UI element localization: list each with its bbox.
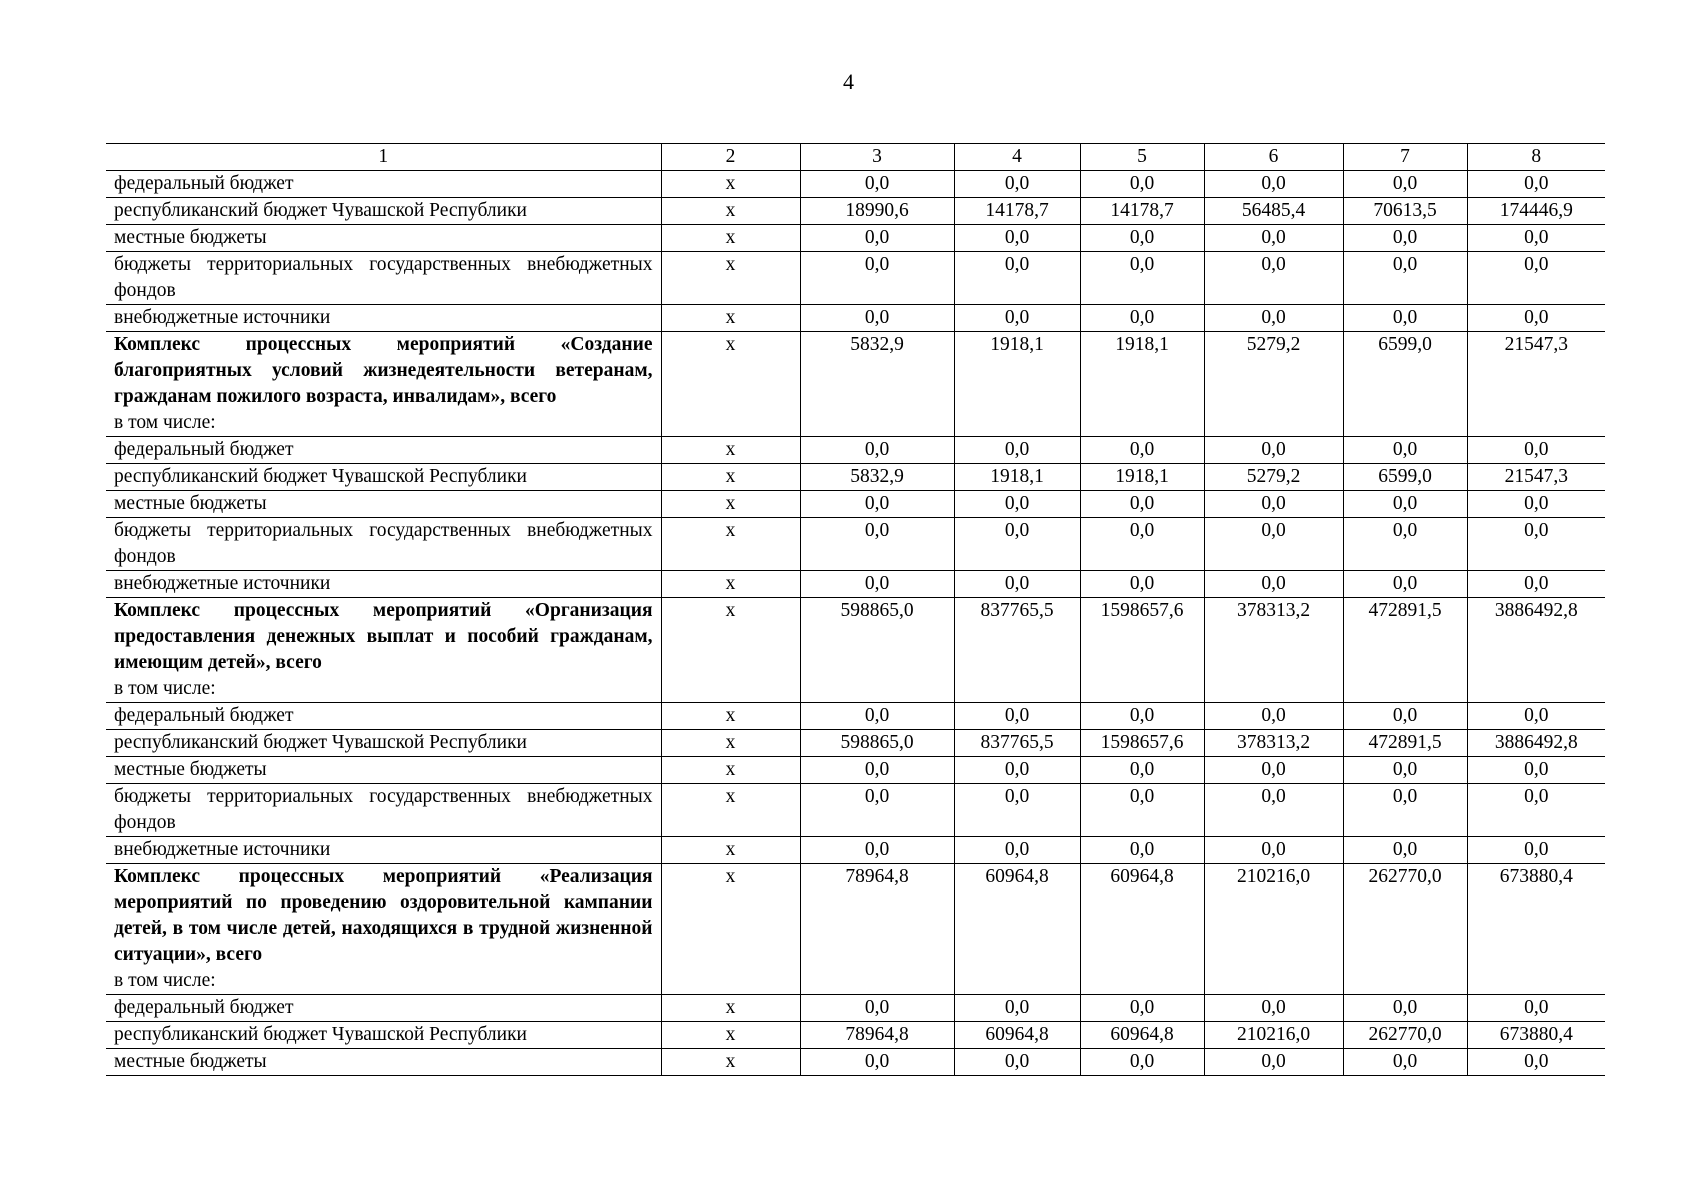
value-cell: 472891,5 xyxy=(1343,730,1467,757)
value-cell: 378313,2 xyxy=(1204,598,1343,703)
table-row xyxy=(106,518,1605,571)
table-body xyxy=(106,144,1605,1076)
col2-cell: х xyxy=(661,491,800,518)
value-cell: 0,0 xyxy=(1467,225,1605,252)
value-cell: 0,0 xyxy=(1467,305,1605,332)
row-label: республиканский бюджет Чувашской Республики xyxy=(114,200,527,221)
table-row xyxy=(106,252,1605,305)
row-label: внебюджетные источники xyxy=(114,573,331,594)
row-label: бюджеты территориальных государственных внебюджетных фондов xyxy=(114,520,653,567)
table-row xyxy=(106,225,1605,252)
value-cell: 0,0 xyxy=(1467,995,1605,1022)
value-cell: 0,0 xyxy=(800,837,954,864)
row-label: местные бюджеты xyxy=(114,493,267,514)
value-cell: 0,0 xyxy=(1343,437,1467,464)
col2-cell: х xyxy=(661,198,800,225)
value-cell: 0,0 xyxy=(1204,784,1343,837)
header-cell: 5 xyxy=(1080,144,1204,171)
value-cell: 0,0 xyxy=(1080,837,1204,864)
value-cell: 0,0 xyxy=(1204,491,1343,518)
value-cell: 1918,1 xyxy=(954,332,1080,437)
value-cell: 0,0 xyxy=(954,995,1080,1022)
row-label-cell xyxy=(106,252,661,305)
value-cell: 60964,8 xyxy=(1080,1022,1204,1049)
row-label: внебюджетные источники xyxy=(114,839,331,860)
header-cell: 8 xyxy=(1467,144,1605,171)
value-cell: 0,0 xyxy=(954,491,1080,518)
value-cell: 262770,0 xyxy=(1343,864,1467,995)
table-row xyxy=(106,784,1605,837)
value-cell: 18990,6 xyxy=(800,198,954,225)
value-cell: 174446,9 xyxy=(1467,198,1605,225)
row-label: бюджеты территориальных государственных внебюджетных фондов xyxy=(114,786,653,833)
value-cell: 0,0 xyxy=(1204,305,1343,332)
value-cell: 0,0 xyxy=(1343,995,1467,1022)
value-cell: 0,0 xyxy=(1204,995,1343,1022)
row-label: федеральный бюджет xyxy=(114,997,294,1018)
col2-cell: х xyxy=(661,225,800,252)
value-cell: 0,0 xyxy=(1204,252,1343,305)
value-cell: 0,0 xyxy=(1343,837,1467,864)
value-cell: 5832,9 xyxy=(800,332,954,437)
value-cell: 60964,8 xyxy=(954,1022,1080,1049)
row-label-cell xyxy=(106,730,661,757)
row-label-cell xyxy=(106,171,661,198)
col2-cell: х xyxy=(661,518,800,571)
value-cell: 210216,0 xyxy=(1204,1022,1343,1049)
col2-cell: х xyxy=(661,332,800,437)
col2-cell: х xyxy=(661,784,800,837)
value-cell: 0,0 xyxy=(800,252,954,305)
header-cell: 3 xyxy=(800,144,954,171)
value-cell: 70613,5 xyxy=(1343,198,1467,225)
table-row xyxy=(106,864,1605,995)
value-cell: 0,0 xyxy=(1467,437,1605,464)
col2-cell: х xyxy=(661,995,800,1022)
value-cell: 21547,3 xyxy=(1467,332,1605,437)
value-cell: 0,0 xyxy=(1467,491,1605,518)
value-cell: 6599,0 xyxy=(1343,464,1467,491)
row-label: местные бюджеты xyxy=(114,759,267,780)
row-label: республиканский бюджет Чувашской Республики xyxy=(114,466,527,487)
value-cell: 0,0 xyxy=(1467,757,1605,784)
col2-cell: х xyxy=(661,837,800,864)
row-label-cell xyxy=(106,225,661,252)
value-cell: 378313,2 xyxy=(1204,730,1343,757)
value-cell: 0,0 xyxy=(1343,1049,1467,1076)
value-cell: 0,0 xyxy=(800,784,954,837)
row-sublabel: в том числе: xyxy=(114,970,216,991)
value-cell: 0,0 xyxy=(954,784,1080,837)
value-cell: 0,0 xyxy=(1467,518,1605,571)
value-cell: 0,0 xyxy=(1080,225,1204,252)
col2-cell: х xyxy=(661,1022,800,1049)
value-cell: 0,0 xyxy=(1080,305,1204,332)
value-cell: 3886492,8 xyxy=(1467,598,1605,703)
value-cell: 0,0 xyxy=(1080,437,1204,464)
header-cell: 6 xyxy=(1204,144,1343,171)
col2-cell: х xyxy=(661,757,800,784)
value-cell: 56485,4 xyxy=(1204,198,1343,225)
table-row xyxy=(106,837,1605,864)
col2-cell: х xyxy=(661,171,800,198)
table-row xyxy=(106,332,1605,437)
header-cell: 2 xyxy=(661,144,800,171)
value-cell: 0,0 xyxy=(1467,252,1605,305)
value-cell: 0,0 xyxy=(800,305,954,332)
value-cell: 1598657,6 xyxy=(1080,598,1204,703)
table-row xyxy=(106,571,1605,598)
value-cell: 5832,9 xyxy=(800,464,954,491)
value-cell: 0,0 xyxy=(1343,571,1467,598)
value-cell: 0,0 xyxy=(1343,491,1467,518)
row-label-cell xyxy=(106,784,661,837)
row-label-cell xyxy=(106,571,661,598)
value-cell: 5279,2 xyxy=(1204,464,1343,491)
row-label-cell xyxy=(106,491,661,518)
value-cell: 0,0 xyxy=(1343,784,1467,837)
value-cell: 0,0 xyxy=(1467,171,1605,198)
row-sublabel: в том числе: xyxy=(114,412,216,433)
value-cell: 0,0 xyxy=(1343,171,1467,198)
table-row xyxy=(106,464,1605,491)
value-cell: 60964,8 xyxy=(954,864,1080,995)
value-cell: 1918,1 xyxy=(1080,332,1204,437)
value-cell: 78964,8 xyxy=(800,864,954,995)
col2-cell: х xyxy=(661,703,800,730)
value-cell: 0,0 xyxy=(1343,305,1467,332)
value-cell: 5279,2 xyxy=(1204,332,1343,437)
row-label-cell xyxy=(106,598,661,703)
value-cell: 0,0 xyxy=(800,1049,954,1076)
col2-cell: х xyxy=(661,464,800,491)
value-cell: 21547,3 xyxy=(1467,464,1605,491)
row-label: Комплекс процессных мероприятий «Реализация мероприятий по проведению оздоровительной кампании детей, в том числе детей, находящихся в трудной жизненной ситуации», всего xyxy=(114,866,653,965)
table-row xyxy=(106,730,1605,757)
value-cell: 0,0 xyxy=(954,225,1080,252)
value-cell: 0,0 xyxy=(800,703,954,730)
header-cell: 1 xyxy=(106,144,661,171)
value-cell: 210216,0 xyxy=(1204,864,1343,995)
row-label-cell xyxy=(106,305,661,332)
value-cell: 0,0 xyxy=(1204,437,1343,464)
value-cell: 0,0 xyxy=(1204,703,1343,730)
value-cell: 6599,0 xyxy=(1343,332,1467,437)
table-row xyxy=(106,305,1605,332)
value-cell: 262770,0 xyxy=(1343,1022,1467,1049)
value-cell: 598865,0 xyxy=(800,730,954,757)
table-row xyxy=(106,703,1605,730)
value-cell: 0,0 xyxy=(1204,837,1343,864)
row-label: Комплекс процессных мероприятий «Организация предоставления денежных выплат и пособий гражданам, имеющим детей», всего xyxy=(114,600,653,673)
row-label-cell xyxy=(106,837,661,864)
value-cell: 14178,7 xyxy=(954,198,1080,225)
value-cell: 14178,7 xyxy=(1080,198,1204,225)
value-cell: 0,0 xyxy=(1204,171,1343,198)
value-cell: 472891,5 xyxy=(1343,598,1467,703)
value-cell: 0,0 xyxy=(800,225,954,252)
row-label-cell xyxy=(106,198,661,225)
value-cell: 78964,8 xyxy=(800,1022,954,1049)
value-cell: 0,0 xyxy=(954,252,1080,305)
row-label: республиканский бюджет Чувашской Республики xyxy=(114,732,527,753)
value-cell: 1598657,6 xyxy=(1080,730,1204,757)
value-cell: 1918,1 xyxy=(954,464,1080,491)
row-label: федеральный бюджет xyxy=(114,705,294,726)
row-label-cell xyxy=(106,518,661,571)
value-cell: 1918,1 xyxy=(1080,464,1204,491)
row-label-cell xyxy=(106,995,661,1022)
value-cell: 0,0 xyxy=(1343,703,1467,730)
row-label: внебюджетные источники xyxy=(114,307,331,328)
col2-cell: х xyxy=(661,864,800,995)
table-row xyxy=(106,171,1605,198)
row-label: Комплекс процессных мероприятий «Создание благоприятных условий жизнедеятельности ветеранам, гражданам пожилого возраста, инвалидам», всего xyxy=(114,334,653,407)
value-cell: 0,0 xyxy=(800,171,954,198)
value-cell: 0,0 xyxy=(1467,837,1605,864)
row-label-cell xyxy=(106,332,661,437)
value-cell: 0,0 xyxy=(1080,171,1204,198)
value-cell: 0,0 xyxy=(1080,518,1204,571)
row-label: местные бюджеты xyxy=(114,227,267,248)
value-cell: 0,0 xyxy=(1204,757,1343,784)
col2-cell: х xyxy=(661,730,800,757)
value-cell: 0,0 xyxy=(1343,757,1467,784)
value-cell: 673880,4 xyxy=(1467,1022,1605,1049)
row-label-cell xyxy=(106,1049,661,1076)
value-cell: 0,0 xyxy=(1204,1049,1343,1076)
row-label: местные бюджеты xyxy=(114,1051,267,1072)
value-cell: 673880,4 xyxy=(1467,864,1605,995)
value-cell: 0,0 xyxy=(954,1049,1080,1076)
value-cell: 837765,5 xyxy=(954,598,1080,703)
value-cell: 0,0 xyxy=(1080,757,1204,784)
value-cell: 0,0 xyxy=(954,518,1080,571)
value-cell: 0,0 xyxy=(1080,995,1204,1022)
row-label: федеральный бюджет xyxy=(114,439,294,460)
table-row xyxy=(106,757,1605,784)
value-cell: 0,0 xyxy=(1467,571,1605,598)
value-cell: 0,0 xyxy=(800,437,954,464)
table-row xyxy=(106,598,1605,703)
table-row xyxy=(106,1049,1605,1076)
value-cell: 0,0 xyxy=(800,757,954,784)
value-cell: 0,0 xyxy=(1467,784,1605,837)
value-cell: 3886492,8 xyxy=(1467,730,1605,757)
value-cell: 0,0 xyxy=(1204,225,1343,252)
row-label-cell xyxy=(106,864,661,995)
value-cell: 0,0 xyxy=(800,995,954,1022)
table-row xyxy=(106,995,1605,1022)
value-cell: 0,0 xyxy=(954,757,1080,784)
value-cell: 0,0 xyxy=(1080,491,1204,518)
header-cell: 4 xyxy=(954,144,1080,171)
col2-cell: х xyxy=(661,571,800,598)
value-cell: 0,0 xyxy=(954,437,1080,464)
col2-cell: х xyxy=(661,1049,800,1076)
value-cell: 837765,5 xyxy=(954,730,1080,757)
value-cell: 0,0 xyxy=(1343,225,1467,252)
row-sublabel: в том числе: xyxy=(114,678,216,699)
value-cell: 0,0 xyxy=(1080,784,1204,837)
value-cell: 0,0 xyxy=(954,837,1080,864)
value-cell: 0,0 xyxy=(1467,703,1605,730)
page-number: 4 xyxy=(843,69,854,94)
value-cell: 0,0 xyxy=(1343,518,1467,571)
table-row xyxy=(106,198,1605,225)
value-cell: 598865,0 xyxy=(800,598,954,703)
value-cell: 0,0 xyxy=(954,171,1080,198)
col2-cell: х xyxy=(661,437,800,464)
header-cell: 7 xyxy=(1343,144,1467,171)
row-label-cell xyxy=(106,757,661,784)
value-cell: 0,0 xyxy=(1080,1049,1204,1076)
value-cell: 0,0 xyxy=(954,305,1080,332)
row-label-cell xyxy=(106,1022,661,1049)
row-label-cell xyxy=(106,437,661,464)
value-cell: 0,0 xyxy=(1080,571,1204,598)
row-label: федеральный бюджет xyxy=(114,173,294,194)
value-cell: 60964,8 xyxy=(1080,864,1204,995)
row-label-cell xyxy=(106,464,661,491)
col2-cell: х xyxy=(661,598,800,703)
value-cell: 0,0 xyxy=(954,571,1080,598)
row-label: республиканский бюджет Чувашской Республики xyxy=(114,1024,527,1045)
col2-cell: х xyxy=(661,305,800,332)
col2-cell: х xyxy=(661,252,800,305)
table-row xyxy=(106,1022,1605,1049)
value-cell: 0,0 xyxy=(800,491,954,518)
value-cell: 0,0 xyxy=(1204,571,1343,598)
value-cell: 0,0 xyxy=(1204,518,1343,571)
value-cell: 0,0 xyxy=(1080,703,1204,730)
row-label-cell xyxy=(106,703,661,730)
value-cell: 0,0 xyxy=(1467,1049,1605,1076)
table-row xyxy=(106,437,1605,464)
row-label: бюджеты территориальных государственных внебюджетных фондов xyxy=(114,254,653,301)
value-cell: 0,0 xyxy=(800,571,954,598)
value-cell: 0,0 xyxy=(800,518,954,571)
table-row xyxy=(106,491,1605,518)
value-cell: 0,0 xyxy=(954,703,1080,730)
budget-table xyxy=(106,143,1605,1076)
value-cell: 0,0 xyxy=(1080,252,1204,305)
value-cell: 0,0 xyxy=(1343,252,1467,305)
table-header-row xyxy=(106,144,1605,171)
